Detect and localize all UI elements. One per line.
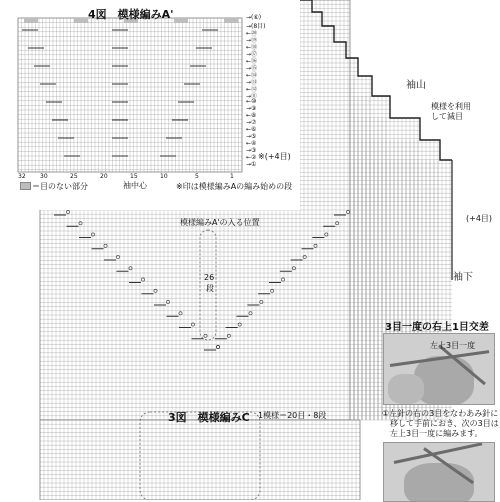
chart4-row-label: ←⑥ <box>246 126 257 133</box>
chart4-row-label: →⑮ <box>246 65 258 72</box>
chart4-title: 4図 模様編みA' <box>88 8 174 21</box>
chart4-row-label: ←⑳ <box>246 30 258 37</box>
chart4-row-label: ←⑧ <box>246 112 257 119</box>
step1-line1: ①左針の右の3目をなわあみ針に <box>382 409 499 418</box>
chart4-column-number: 32 <box>18 173 26 180</box>
chart4-row-label: ←⑩ <box>246 98 257 105</box>
center-row-unit: 段 <box>206 284 214 293</box>
chart4-row-label: →⑦ <box>246 119 257 126</box>
legend-swatch <box>20 182 31 190</box>
chart4-note: ※印は模様編みAの編み始めの段 <box>176 182 293 191</box>
chart4-column-number: 20 <box>100 173 108 180</box>
center-row-count: 26 <box>204 273 215 282</box>
chart4-column-number: 10 <box>160 173 168 180</box>
chart4-center-label: 袖中心 <box>123 181 147 190</box>
chart4-column-number: 5 <box>195 173 199 180</box>
sleeve-note-line2: して減目 <box>431 112 463 121</box>
chart4-row-label: →⑤ <box>246 133 257 140</box>
chart4-row-label: →⑲ <box>246 37 258 44</box>
chart4-row-label: →⑰ <box>246 51 258 58</box>
chart4-plus4: ※(+4目) <box>258 152 291 161</box>
instructions-title: 3目一度の右上1目交差 <box>385 322 489 333</box>
chart4-column-number: 1 <box>230 173 234 180</box>
legend-no-stitch: ＝目のない部分 <box>32 182 88 191</box>
no-stitch-cell <box>224 18 238 23</box>
chart4-grid <box>18 18 242 172</box>
chart4-row-label: ←⑫ <box>246 86 258 93</box>
chart4-row-label: →① <box>246 161 257 168</box>
no-stitch-cell <box>174 18 188 23</box>
step1-line3: 左上3目一度に編みます。 <box>390 429 483 438</box>
photo1-caption: 左上3目一度 <box>430 341 476 350</box>
chart4-row-label: →⑨ <box>246 105 257 112</box>
chart4-row-label: ←⑭ <box>246 72 258 79</box>
chart3-repeat-note: 1模様＝20目・8段 <box>258 411 327 420</box>
chart3-grid <box>40 420 360 500</box>
instruction-photo-2 <box>383 442 495 502</box>
chart4-row-label: →③ <box>246 147 257 154</box>
chart4-row-label: →(8目) <box>246 23 266 30</box>
chart4-row-label: ←④ <box>246 140 257 147</box>
chart4-row-label: →(⑥) <box>246 14 262 21</box>
sleeve-note-line1: 模様を利用 <box>431 102 471 111</box>
no-stitch-cell <box>24 18 38 23</box>
chart4-column-number: 30 <box>40 173 48 180</box>
chart4-row-label: →⑬ <box>246 79 258 86</box>
chart4-row-label: ←② <box>246 154 257 161</box>
pattern-position-label: 模様編みA'の入る位置 <box>180 218 260 227</box>
chart4-row-label: →⑪ <box>246 93 258 100</box>
chart3-title: 3図 模様編みC <box>168 411 250 424</box>
chart4-row-label: ←⑯ <box>246 58 258 65</box>
no-stitch-cell <box>74 18 88 23</box>
sleeve-plus4: (+4目) <box>466 214 493 223</box>
chart4-row-label: ←⑱ <box>246 44 258 51</box>
chart4-column-number: 25 <box>70 173 78 180</box>
sleeve-bottom-label: 袖下 <box>453 272 473 283</box>
sleeve-top-label: 袖山 <box>406 80 426 91</box>
chart4-column-number: 15 <box>130 173 138 180</box>
step1-line2: 移して手前におき、次の3目は <box>390 419 499 428</box>
